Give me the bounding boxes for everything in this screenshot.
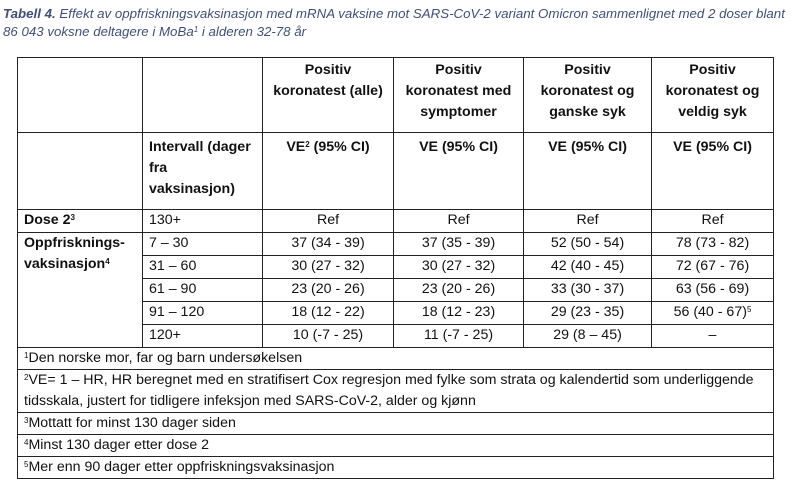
group-sup: 3: [70, 213, 75, 222]
column-header: Positiv koronatest og ganske syk: [524, 58, 652, 133]
value-cell: 42 (40 - 45): [524, 256, 652, 279]
footnote-row: [18, 348, 774, 370]
value-cell: 72 (67 - 76): [652, 256, 774, 279]
footnote: [18, 435, 774, 457]
value-cell: 23 (20 - 26): [394, 279, 524, 302]
value-cell: 37 (35 - 39): [394, 233, 524, 256]
footnote-sup: 3: [24, 416, 29, 425]
interval-cell: 31 – 60: [143, 256, 263, 279]
value-cell: 18 (12 - 23): [394, 302, 524, 325]
footnote-row: [18, 435, 774, 457]
value-sup: 5: [746, 305, 752, 314]
value-cell: [652, 302, 774, 325]
footnote-row: [18, 370, 774, 413]
footnote-row: [18, 413, 774, 435]
column-header: Positiv koronatest (alle): [263, 58, 394, 133]
caption-sup: 1: [193, 25, 199, 34]
caption-label: Tabell 4.: [3, 6, 56, 21]
value-cell: Ref: [524, 210, 652, 233]
value-cell: Ref: [394, 210, 524, 233]
group-name: Oppfrisknings-vaksinasjon: [24, 235, 125, 272]
value-cell: 18 (12 - 22): [263, 302, 394, 325]
results-table: [17, 57, 774, 479]
value-cell: 29 (8 – 45): [524, 325, 652, 348]
footnote-sup: 4: [24, 438, 29, 447]
group-sup: 4: [105, 257, 110, 266]
value-text: 56 (40 - 67): [673, 304, 747, 320]
ve-header: VE (95% CI): [652, 133, 774, 210]
ve-header: [263, 133, 394, 210]
table-row: [18, 233, 774, 256]
footnote-text: Den norske mor, far og barn undersøkelsen: [28, 350, 303, 366]
value-cell: 30 (27 - 32): [263, 256, 394, 279]
table-row: [18, 210, 774, 233]
footnote-text: Minst 130 dager etter dose 2: [28, 437, 210, 453]
footnote: [18, 370, 774, 413]
subheader-empty-cell: [18, 133, 143, 210]
footnote-text: Mer enn 90 dager etter oppfriskningsvaksinasjon: [28, 459, 335, 475]
footnote-row: [18, 457, 774, 479]
interval-cell: 61 – 90: [143, 279, 263, 302]
interval-header: Intervall (dager fra vaksinasjon): [143, 133, 263, 210]
value-cell: Ref: [263, 210, 394, 233]
footnote-sup: 2: [24, 373, 29, 382]
value-cell: 33 (30 - 37): [524, 279, 652, 302]
value-cell: 30 (27 - 32): [394, 256, 524, 279]
footnote: [18, 413, 774, 435]
group-name: Dose 2: [24, 212, 71, 228]
column-header: Positiv koronatest med symptomer: [394, 58, 524, 133]
header-empty-cell: [143, 58, 263, 133]
ve-label: VE: [286, 139, 306, 155]
header-empty-cell: [18, 58, 143, 133]
footnote-text: VE= 1 – HR, HR beregnet med en stratifisert Cox regresjon med fylke som strata og kalendertid som underliggende tidsskala, justert for tidligere infeksjon med SARS-CoV-2, alder og kjønn: [24, 372, 754, 409]
ve-header: VE (95% CI): [394, 133, 524, 210]
value-cell: 52 (50 - 54): [524, 233, 652, 256]
value-cell: 29 (23 - 35): [524, 302, 652, 325]
table-caption: [3, 5, 793, 41]
header-row: [18, 58, 774, 133]
interval-cell: 130+: [143, 210, 263, 233]
ve-sup: 2: [305, 140, 310, 149]
value-cell: 11 (-7 - 25): [394, 325, 524, 348]
interval-cell: 120+: [143, 325, 263, 348]
value-cell: 63 (56 - 69): [652, 279, 774, 302]
caption-text-after: i alderen 32-78 år: [198, 24, 307, 39]
value-cell: Ref: [652, 210, 774, 233]
column-header: Positiv koronatest og veldig syk: [652, 58, 774, 133]
value-cell: 23 (20 - 26): [263, 279, 394, 302]
subheader-row: [18, 133, 774, 210]
interval-cell: 7 – 30: [143, 233, 263, 256]
group-label: [18, 210, 143, 233]
ve-header: VE (95% CI): [524, 133, 652, 210]
footnote-text: Mottatt for minst 130 dager siden: [28, 415, 236, 431]
value-cell: 37 (34 - 39): [263, 233, 394, 256]
ve-ci-label: (95% CI): [309, 139, 370, 155]
group-label: [18, 233, 143, 348]
footnote-sup: 5: [24, 460, 29, 469]
footnote: [18, 457, 774, 479]
footnote: [18, 348, 774, 370]
value-cell: –: [652, 325, 774, 348]
caption-text: Effekt av oppfriskningsvaksinasjon med mRNA vaksine mot SARS-CoV-2 variant Omicron sammenlignet med 2 doser blant 86 043 voksne deltagere i MoBa: [3, 6, 785, 39]
value-cell: 10 (-7 - 25): [263, 325, 394, 348]
value-cell: 78 (73 - 82): [652, 233, 774, 256]
footnote-sup: 1: [24, 351, 29, 360]
interval-cell: 91 – 120: [143, 302, 263, 325]
